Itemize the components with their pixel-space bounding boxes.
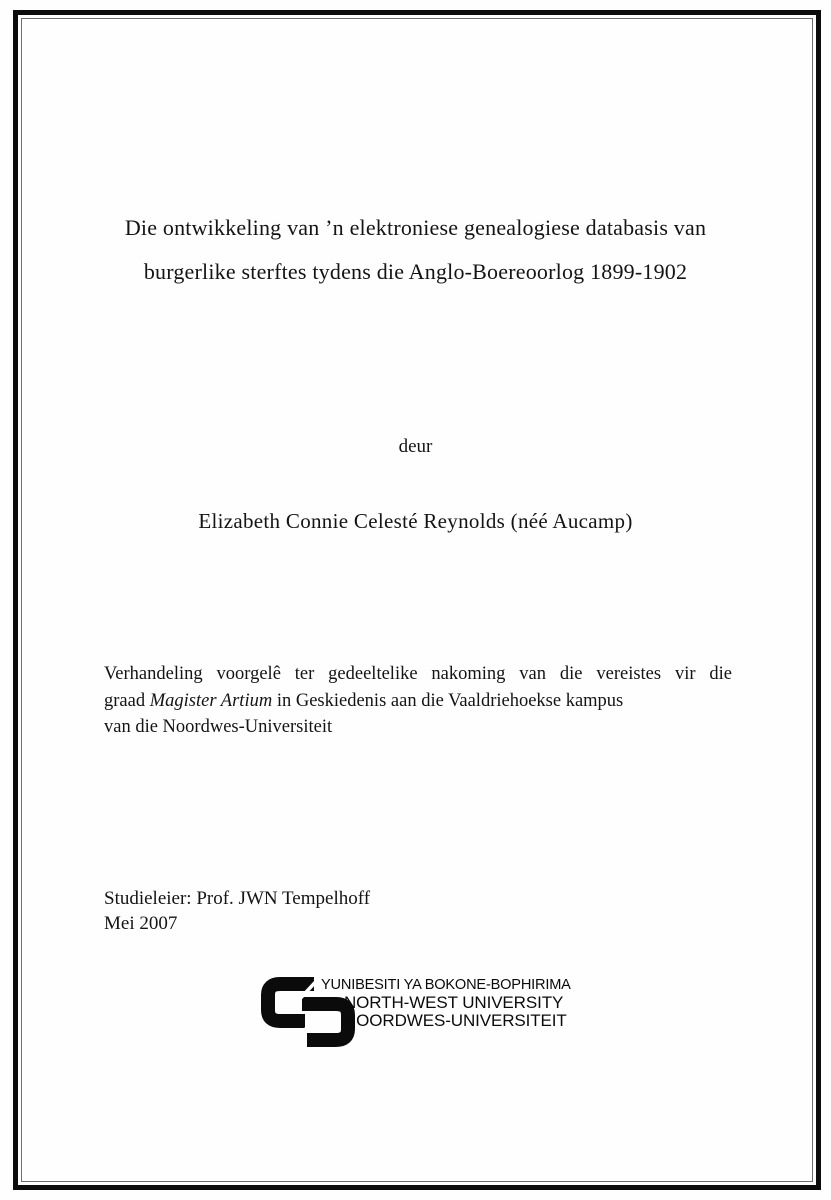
logo-line-afrikaans: NOORDWES-UNIVERSITEIT <box>344 1010 567 1030</box>
thesis-title-line1: Die ontwikkeling van ’n elektroniese genealogiese databasis van <box>124 215 707 240</box>
thesis-title-line2: burgerlike sterftes tydens die Anglo-Boereoorlog 1899-1902 <box>143 259 688 284</box>
declaration-degree-name: Magister Artium <box>149 690 273 711</box>
supervisor-date-block <box>104 886 370 936</box>
logo-line-english: NORTH-WEST UNIVERSITY <box>344 993 564 1012</box>
declaration-line2-post: in Geskiedenis aan die Vaaldriehoekse kampus <box>272 690 624 711</box>
byline-deur: deur <box>398 436 433 457</box>
degree-declaration <box>104 661 732 741</box>
author-name: Elizabeth Connie Celesté Reynolds (néé Aucamp) <box>198 509 633 533</box>
declaration-line2 <box>104 688 732 715</box>
thesis-title <box>60 206 771 294</box>
university-logo-text <box>321 977 571 1029</box>
date-line: Mei 2007 <box>104 913 178 934</box>
declaration-line2-pre: graad <box>104 690 150 711</box>
declaration-line1: Verhandeling voorgelê ter gedeeltelike nakoming van die vereistes vir die <box>104 664 732 684</box>
supervisor-line: Studieleier: Prof. JWN Tempelhoff <box>104 888 371 909</box>
logo-line-setswana: YUNIBESITI YA BOKONE-BOPHIRIMA <box>321 977 571 993</box>
declaration-line3: van die Noordwes-Universiteit <box>104 717 333 737</box>
